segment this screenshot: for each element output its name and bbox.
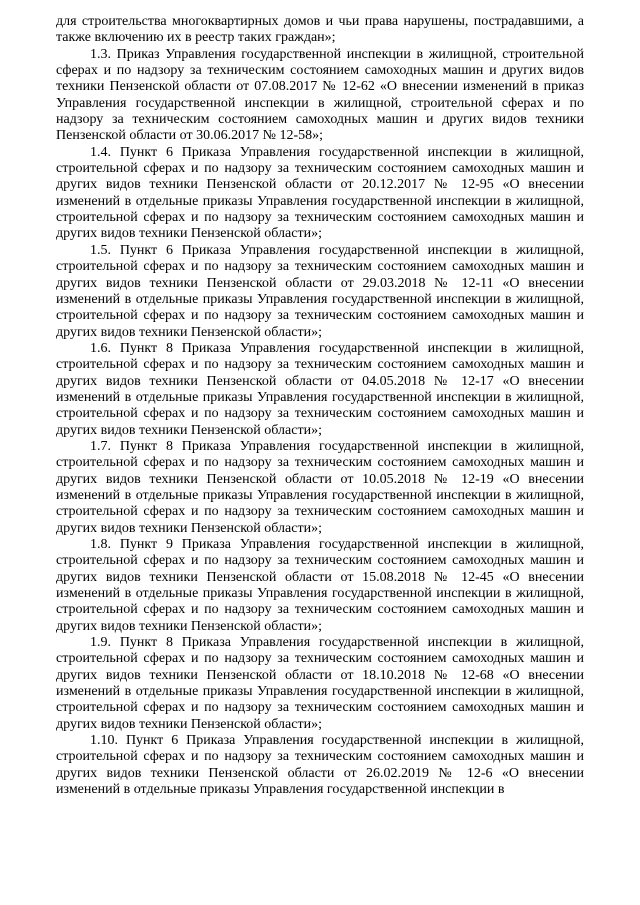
paragraph-1-10: 1.10. Пункт 6 Приказа Управления государственной инспекции в жилищной, строительной сферах и по надзору за техническим состоянием самоходных машин и других видов техники Пензенской области от 26.02.2019 № 12-6 «О внесении изменений в отдельные приказы Управления государственной инспекции в (56, 733, 584, 798)
paragraph-1-8: 1.8. Пункт 9 Приказа Управления государственной инспекции в жилищной, строительной сферах и по надзору за техническим состоянием самоходных машин и других видов техники Пензенской области от 15.08.2018 № 12-45 «О внесении изменений в отдельные приказы Управления государственной инспекции в жилищной, строительной сферах и по надзору за техническим состоянием самоходных машин и других видов техники Пензенской области»; (56, 537, 584, 634)
paragraph-continuation: для строительства многоквартирных домов и чьи права нарушены, пострадавшими, а также включению их в реестр таких граждан»; (56, 14, 584, 46)
paragraph-1-5: 1.5. Пункт 6 Приказа Управления государственной инспекции в жилищной, строительной сферах и по надзору за техническим состоянием самоходных машин и других видов техники Пензенской области от 29.03.2018 № 12-11 «О внесении изменений в отдельные приказы Управления государственной инспекции в жилищной, строительной сферах и по надзору за техническим состоянием самоходных машин и других видов техники Пензенской области»; (56, 242, 584, 340)
paragraph-1-6: 1.6. Пункт 8 Приказа Управления государственной инспекции в жилищной, строительной сферах и по надзору за техническим состоянием самоходных машин и других видов техники Пензенской области от 04.05.2018 № 12-17 «О внесении изменений в отдельные приказы Управления государственной инспекции в жилищной, строительной сферах и по надзору за техническим состоянием самоходных машин и других видов техники Пензенской области»; (56, 340, 584, 438)
document-page (56, 14, 584, 799)
paragraph-1-7: 1.7. Пункт 8 Приказа Управления государственной инспекции в жилищной, строительной сферах и по надзору за техническим состоянием самоходных машин и других видов техники Пензенской области от 10.05.2018 № 12-19 «О внесении изменений в отдельные приказы Управления государственной инспекции в жилищной, строительной сферах и по надзору за техническим состоянием самоходных машин и других видов техники Пензенской области»; (56, 438, 584, 536)
paragraph-1-3: 1.3. Приказ Управления государственной инспекции в жилищной, строительной сферах и по надзору за техническим состоянием самоходных машин и других видов техники Пензенской области от 07.08.2017 № 12-62 «О внесении изменений в приказ Управления государственной инспекции в жилищной, строительной сферах и по надзору за техническим состоянием самоходных машин и других видов техники Пензенской области от 30.06.2017 № 12-58»; (56, 46, 584, 144)
paragraph-1-4: 1.4. Пункт 6 Приказа Управления государственной инспекции в жилищной, строительной сферах и по надзору за техническим состоянием самоходных машин и других видов техники Пензенской области от 20.12.2017 № 12-95 «О внесении изменений в отдельные приказы Управления государственной инспекции в жилищной, строительной сферах и по надзору за техническим состоянием самоходных машин и других видов техники Пензенской области»; (56, 144, 584, 242)
paragraph-1-9: 1.9. Пункт 8 Приказа Управления государственной инспекции в жилищной, строительной сферах и по надзору за техническим состоянием самоходных машин и других видов техники Пензенской области от 18.10.2018 № 12-68 «О внесении изменений в отдельные приказы Управления государственной инспекции в жилищной, строительной сферах и по надзору за техническим состоянием самоходных машин и других видов техники Пензенской области»; (56, 635, 584, 732)
